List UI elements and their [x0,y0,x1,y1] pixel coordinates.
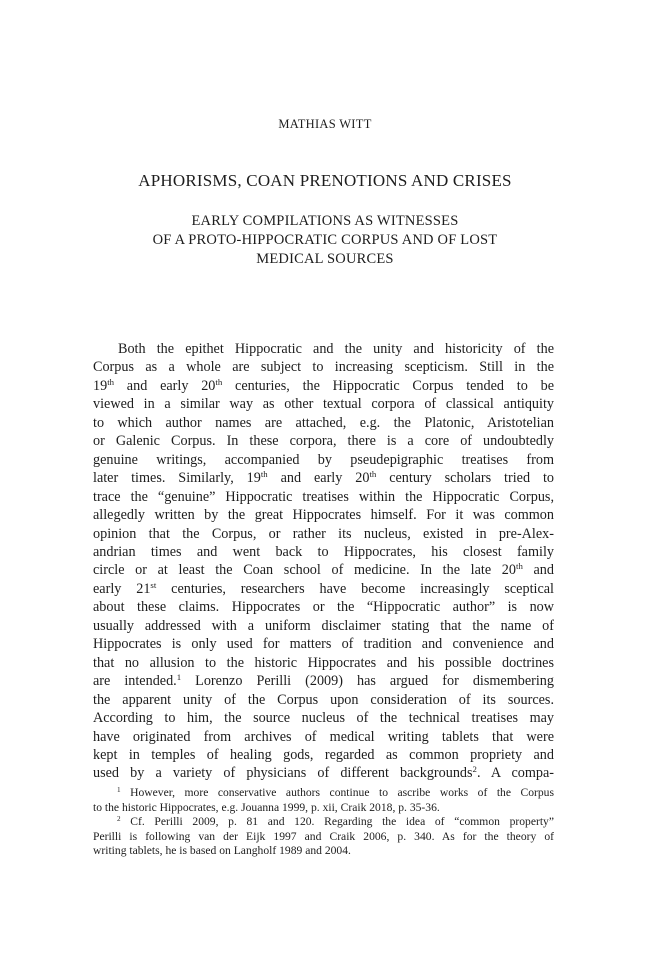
article-subtitle [0,212,650,269]
subtitle-line: EARLY COMPILATIONS AS WITNESSES [191,213,459,229]
superscript: 1 [176,672,182,683]
body-line: usually addressed with a uniform disclaimer stating that the name of [93,617,554,634]
body-line: have originated from archives of medical writing tablets that were [93,728,554,745]
body-line: viewed in a similar way as other textual corpora of classical antiquity [93,396,554,413]
body-line: trace the “genuine” Hippocratic treatises within the Hippocratic Corpus, [93,488,554,505]
superscript: th [516,561,523,572]
article-title: APHORISMS, COAN PRENOTIONS AND CRISES [138,171,512,190]
body-line: allegedly written by the great Hippocrates himself. For it was common [93,507,554,524]
superscript: st [150,580,157,591]
footnotes [93,786,554,859]
superscript: th [260,469,268,480]
body-line: 19th and early 20th centuries, the Hippocratic Corpus tended to be [93,377,554,394]
subtitle-line: OF A PROTO-HIPPOCRATIC CORPUS AND OF LOST [152,232,498,248]
body-line: Hippocrates is only used for matters of tradition and convenience and [93,636,554,653]
body-line: Corpus as a whole are subject to increasing scepticism. Still in the [93,359,554,376]
footnote-line: to the historic Hippocrates, e.g. Jouanna 1999, p. xii, Craik 2018, p. 35-36. [93,800,440,814]
superscript: 1 [117,786,121,795]
body-line: early 21st centuries, researchers have become increasingly sceptical [93,580,554,597]
superscript: th [107,377,115,388]
footnote-line: $^1$ However, more conservative authors continue to ascribe works of the Corpus [117,786,554,799]
body-line: later times. Similarly, 19th and early 20th century scholars tried to [93,469,555,487]
body-line: Both the epithet Hippocratic and the unity and historicity of the [118,341,554,357]
body-line: opinion that the Corpus, or rather its nucleus, existed in pre-Alex- [93,525,554,542]
superscript: th [215,377,223,388]
subtitle-line: MEDICAL SOURCES [256,251,394,267]
body-line: about these claims. Hippocrates or the “Hippocratic author” is now [93,599,554,616]
body-line: circle or at least the Coan school of medicine. In the late 20th and [93,561,554,579]
body-line: or Galenic Corpus. In these corpora, there is a core of undoubtedly [93,433,554,450]
body-line: the apparent unity of the Corpus upon consideration of its sources. [93,691,554,708]
body-line: to which author names are attached, e.g. the Platonic, Aristotelian [93,414,554,431]
body-paragraph [93,340,554,783]
body-line: genuine writings, accompanied by pseudepigraphic treatises from [93,451,554,468]
body-line: that no allusion to the historic Hippocrates and his possible doctrines [93,654,554,671]
superscript: 2 [117,815,121,824]
footnote-line: Perilli is following van der Eijk 1997 and Craik 2006, p. 340. As for the theory of [93,829,554,843]
footnote-line: $^2$ Cf. Perilli 2009, p. 81 and 120. Regarding the idea of “common property” [117,815,554,829]
body-line: used by a variety of physicians of different backgrounds$^2$. A compa- [93,764,554,782]
body-line: kept in temples of healing gods, regarded as common propriety and [93,746,554,763]
superscript: 2 [472,764,477,775]
footnote-line: writing tablets, he is based on Langholf 1989 and 2004. [93,844,351,858]
author-name: MATHIAS WITT [278,117,372,131]
body-line: andrian times and went back to Hippocrates, his closest family [93,543,554,560]
body-line: According to him, the source nucleus of the technical treatises may [93,710,554,727]
superscript: th [369,469,377,480]
body-line: are intended.$^1$ Lorenzo Perilli (2009) has argued for dismembering [93,672,554,690]
